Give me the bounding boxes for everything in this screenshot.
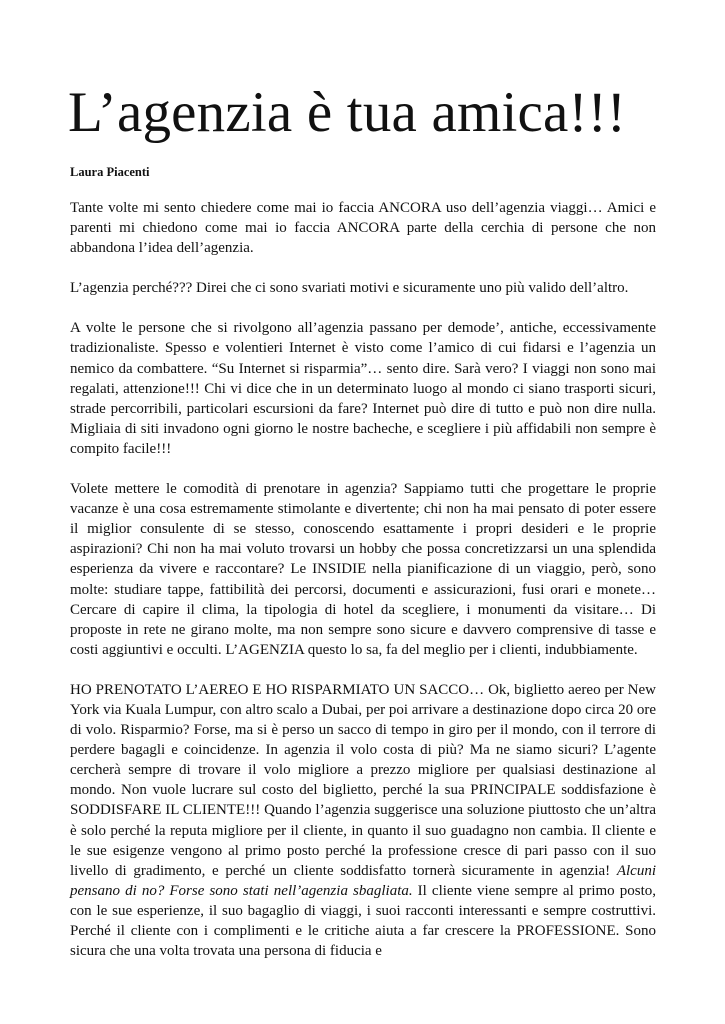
paragraph-convenience: Volete mettere le comodità di prenotare in agenzia? Sappiamo tutti che progettare le proprie vacanze è una cosa estremamente stimolante e divertente; chi non ha mai pensato di poter essere il miglior consulente di se stesso, conoscendo esattamente i propri desideri e le proprie aspirazioni? Chi non ha mai voluto trovarsi un hobby che possa concretizzarsi un una splendida esperienza da vivere e raccontare? Le INSIDIE nella pianificazione di un viaggio, però, sono molte: studiare tappe, fattibilità dei percorsi, documenti e assicurazioni, fusi orari e monete… Cercare di capire il clima, la tipologia di hotel da scegliere, i monumenti da visitare… Di proposte in rete ne girano molte, ma non sempre sono sicure e davvero comprensive di tasse e costi aggiuntivi e occulti. L’AGENZIA questo lo sa, fa del meglio per i clienti, indubbiamente. [70, 481, 656, 658]
paragraph-intro: Tante volte mi sento chiedere come mai io faccia ANCORA uso dell’agenzia viaggi… Amici e parenti mi chiedono come mai io faccia ANCORA parte della cerchia di persone che non abbandona l’idea dell’agenzia. [70, 200, 656, 257]
article-body [70, 198, 656, 961]
paragraph-why-agency: L’agenzia perché??? Direi che ci sono svariati motivi e sicuramente uno più valido dell’altro. [70, 280, 629, 297]
paragraph-flight-savings [70, 680, 656, 961]
paragraph-internet: A volte le persone che si rivolgono all’agenzia passano per demode’, antiche, eccessivamente tradizionaliste. Spesso e volentieri Internet è visto come l’amico di cui fidarsi e l’agenzia un nemico da combattere. “Su Internet si risparmia”… sento dire. Sarà vero? I viaggi non sono mai regalati, attenzione!!! Chi vi dice che in un determinato luogo al mondo ci siano trasporti sicuri, strade percorribili, particolari escursioni da fare? Internet può dire di tutto e può non dire nulla. Migliaia di siti invadono ogni giorno le nostre bacheche, e scegliere i più affidabili non sempre è compito facile!!! [70, 320, 656, 457]
author-name: Laura Piacenti [70, 165, 150, 179]
italic-remark: Alcuni pensano di no? Forse sono stati nell’agenzia sbagliata. [70, 862, 656, 899]
document-title: L’agenzia è tua amica!!! [68, 81, 627, 144]
paragraph-flight-savings-continuation: Il cliente viene sempre al primo posto, con le sue esperienze, il suo bagaglio di viaggi, i suoi racconti interessanti e sempre costruttivi. Perché il cliente con i complimenti e le critiche aiuta a far crescere la PROFESSIONE. Sono sicura che una volta trovata una persona di fiducia e [70, 882, 656, 960]
paragraph-flight-savings-text: HO PRENOTATO L’AEREO E HO RISPARMIATO UN SACCO… Ok, biglietto aereo per New York via Kuala Lumpur, con altro scalo a Dubai, per poi arrivare a destinazione dopo circa 20 ore di volo. Risparmio? Forse, ma si è perso un sacco di tempo in giro per il mondo, con il terrore di perdere bagagli e coincidenze. In agenzia il volo costa di più? Ma ne siamo sicuri? L’agente cercherà sempre di trovare il volo migliore a prezzo migliore per qualsiasi destinazione al mondo. Non vuole lucrare sul costo del biglietto, perché la sua PRINCIPALE soddisfazione è SODDISFARE IL CLIENTE!!! Quando l’agenzia suggerisce una soluzione piuttosto che un’altra è solo perché la reputa migliore per il cliente, in quanto il suo guadagno non cambia. Il cliente e le sue esigenze vengono al primo posto perché la professione cresce di pari passo con il suo livello di gradimento, e perché un cliente soddisfatto tornerà sicuramente in agenzia! [70, 681, 656, 879]
